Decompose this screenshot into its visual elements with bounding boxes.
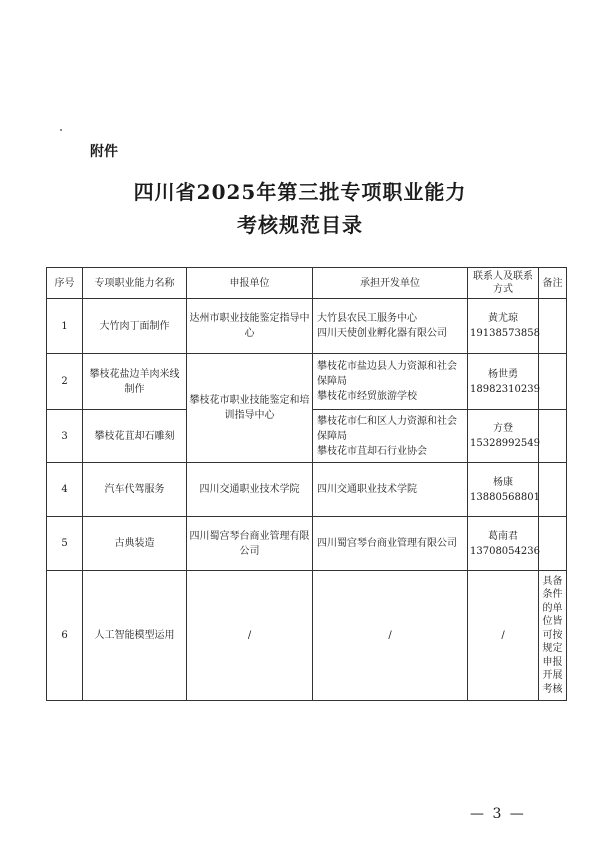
row-contact xyxy=(468,463,539,517)
row-note xyxy=(539,463,567,517)
row-contact xyxy=(468,354,539,410)
row-developer xyxy=(313,517,468,571)
row-contact xyxy=(468,410,539,463)
row-contact: / xyxy=(468,571,539,701)
row-applicant-merged: 攀枝花市职业技能鉴定和培训指导中心 xyxy=(187,354,313,463)
row-name: 人工智能模型运用 xyxy=(83,571,187,701)
row-applicant: 四川交通职业技术学院 xyxy=(187,463,313,517)
page-title-line1: 四川省2025年第三批专项职业能力 xyxy=(133,180,467,204)
contact-name: 黄尤琼 xyxy=(488,313,518,324)
contact-phone: 13708054236 xyxy=(470,545,540,557)
row-applicant: 达州市职业技能鉴定指导中心 xyxy=(187,299,313,354)
row-note xyxy=(539,410,567,463)
row-no: 2 xyxy=(47,354,83,410)
table-header-row xyxy=(47,268,567,299)
row-developer xyxy=(313,463,468,517)
row-developer xyxy=(313,410,468,463)
row-name: 汽车代驾服务 xyxy=(83,463,187,517)
developer-line: 攀枝花市仁和区人力资源和社会保障局 xyxy=(317,415,457,442)
header-name: 专项职业能力名称 xyxy=(83,268,187,299)
row-contact xyxy=(468,299,539,354)
header-developer: 承担开发单位 xyxy=(313,268,468,299)
row-name: 攀枝花苴却石雕刻 xyxy=(83,410,187,463)
developer-line: 大竹县农民工服务中心 xyxy=(317,313,417,324)
scan-speck xyxy=(60,129,62,131)
contact-phone: 15328992549 xyxy=(470,438,540,449)
catalog-table xyxy=(46,267,567,701)
row-no: 4 xyxy=(47,463,83,517)
row-note xyxy=(539,299,567,354)
row-no: 1 xyxy=(47,299,83,354)
developer-line: 攀枝花市苴却石行业协会 xyxy=(317,445,427,457)
attachment-label: 附件 xyxy=(90,144,118,160)
row-no: 3 xyxy=(47,410,83,463)
page-title-line2: 考核规范目录 xyxy=(237,213,363,237)
row-note: 具备条件的单位皆可按规定申报开展考核 xyxy=(539,571,567,701)
developer-line: 四川蜀宫琴台商业管理有限公司 xyxy=(317,538,457,549)
table-row xyxy=(47,299,567,354)
contact-phone: 19138573858 xyxy=(470,328,540,339)
contact-phone: 13880568801 xyxy=(470,491,540,503)
row-name: 古典装造 xyxy=(83,517,187,571)
contact-name: 杨世勇 xyxy=(488,368,518,380)
page-number: — 3 — xyxy=(470,806,526,822)
table-row xyxy=(47,571,567,701)
row-contact xyxy=(468,517,539,571)
contact-phone: 18982310239 xyxy=(470,383,540,395)
header-applicant: 申报单位 xyxy=(187,268,313,299)
row-no: 5 xyxy=(47,517,83,571)
table-row xyxy=(47,463,567,517)
developer-line: 攀枝花市盐边县人力资源和社会保障局 xyxy=(317,361,457,387)
row-developer xyxy=(313,299,468,354)
contact-name: 葛南君 xyxy=(488,530,518,542)
row-name: 大竹肉丁面制作 xyxy=(83,299,187,354)
developer-line: 攀枝花市经贸旅游学校 xyxy=(317,391,417,402)
table-row xyxy=(47,354,567,410)
contact-name: 方登 xyxy=(493,423,513,434)
header-contact: 联系人及联系方式 xyxy=(468,268,539,299)
row-developer xyxy=(313,354,468,410)
row-note xyxy=(539,517,567,571)
header-no: 序号 xyxy=(47,268,83,299)
row-developer: / xyxy=(313,571,468,701)
row-no: 6 xyxy=(47,571,83,701)
developer-line: 四川天使创业孵化器有限公司 xyxy=(317,328,447,339)
table-row xyxy=(47,517,567,571)
row-name: 攀枝花盐边羊肉米线制作 xyxy=(83,354,187,410)
row-applicant: / xyxy=(187,571,313,701)
developer-line: 四川交通职业技术学院 xyxy=(317,484,417,495)
contact-name: 杨康 xyxy=(493,476,513,488)
row-applicant: 四川蜀宫琴台商业管理有限公司 xyxy=(187,517,313,571)
row-note xyxy=(539,354,567,410)
header-note: 备注 xyxy=(539,268,567,299)
